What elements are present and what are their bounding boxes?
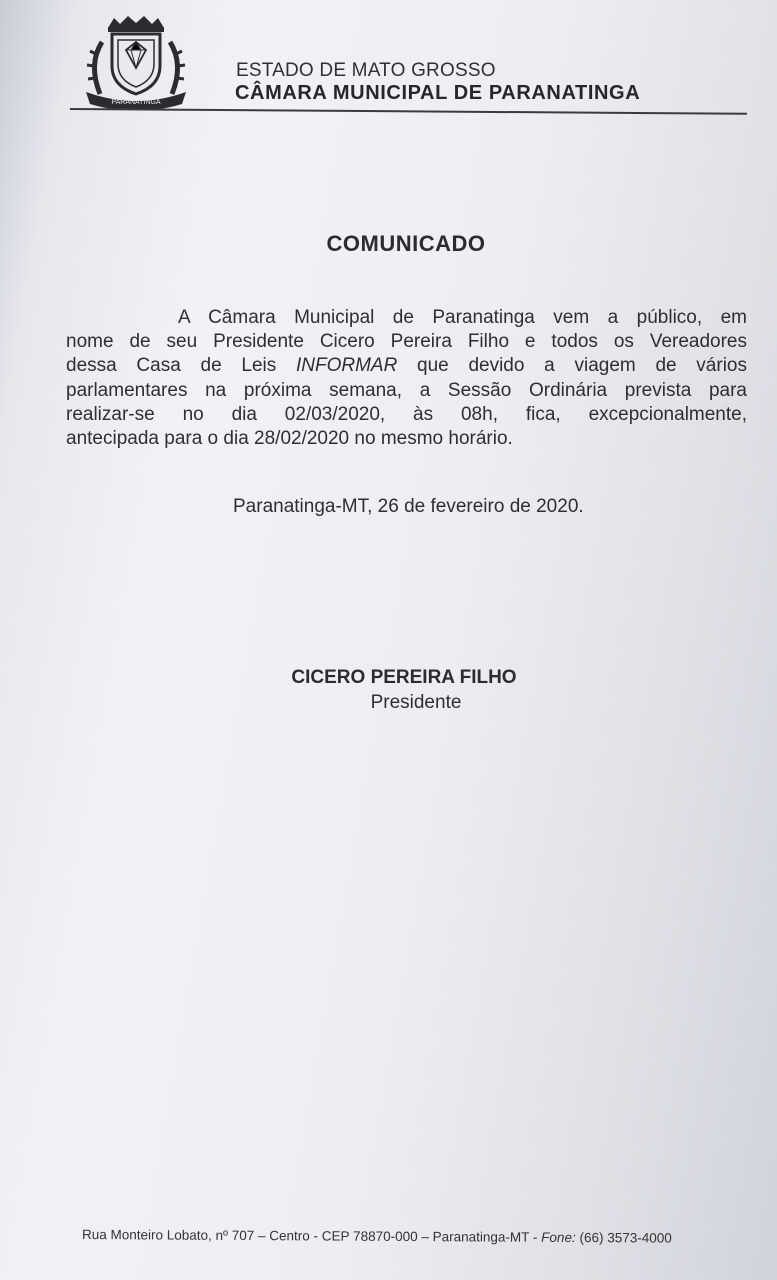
header-divider xyxy=(70,108,747,115)
footer-phone-number: (66) 3573-4000 xyxy=(575,1230,672,1246)
informar-emphasis: INFORMAR xyxy=(295,355,398,377)
body-line-1: A Câmara Municipal de Paranatinga vem a público, em xyxy=(178,307,747,328)
body-line-3-start: dessa Casa de Leis xyxy=(66,355,296,377)
signatory-name: CICERO PEREIRA FILHO xyxy=(291,667,517,688)
dateline: Paranatinga-MT, 26 de fevereiro de 2020. xyxy=(233,496,584,517)
footer-phone-label: Fone: xyxy=(541,1229,576,1246)
signatory-role: Presidente xyxy=(370,692,462,713)
footer-address-text: Rua Monteiro Lobato, nº 707 – Centro - CEP 78870-000 – Paranatinga-MT - xyxy=(81,1227,542,1245)
municipal-crest-logo xyxy=(82,14,190,110)
svg-text:PARANATINGA: PARANATINGA xyxy=(111,99,161,106)
header-state: ESTADO DE MATO GROSSO xyxy=(236,60,496,81)
document-title: COMUNICADO xyxy=(326,231,486,256)
announcement-body xyxy=(66,306,747,451)
footer-address xyxy=(82,1227,672,1246)
body-line-4: parlamentares na próxima semana, a Sessão Ordinária prevista para xyxy=(66,379,747,401)
body-line-6: antecipada para o dia 28/02/2020 no mesmo horário. xyxy=(66,427,513,449)
header-chamber-name: CÂMARA MUNICIPAL DE PARANATINGA xyxy=(235,82,641,104)
body-line-3-end: que devido a viagem de vários xyxy=(397,355,747,377)
body-line-2: nome de seu Presidente Cicero Pereira Filho e todos os Vereadores xyxy=(66,331,747,353)
body-line-5: realizar-se no dia 02/03/2020, às 08h, fica, excepcionalmente, xyxy=(66,403,747,425)
body-line-3 xyxy=(66,354,747,378)
